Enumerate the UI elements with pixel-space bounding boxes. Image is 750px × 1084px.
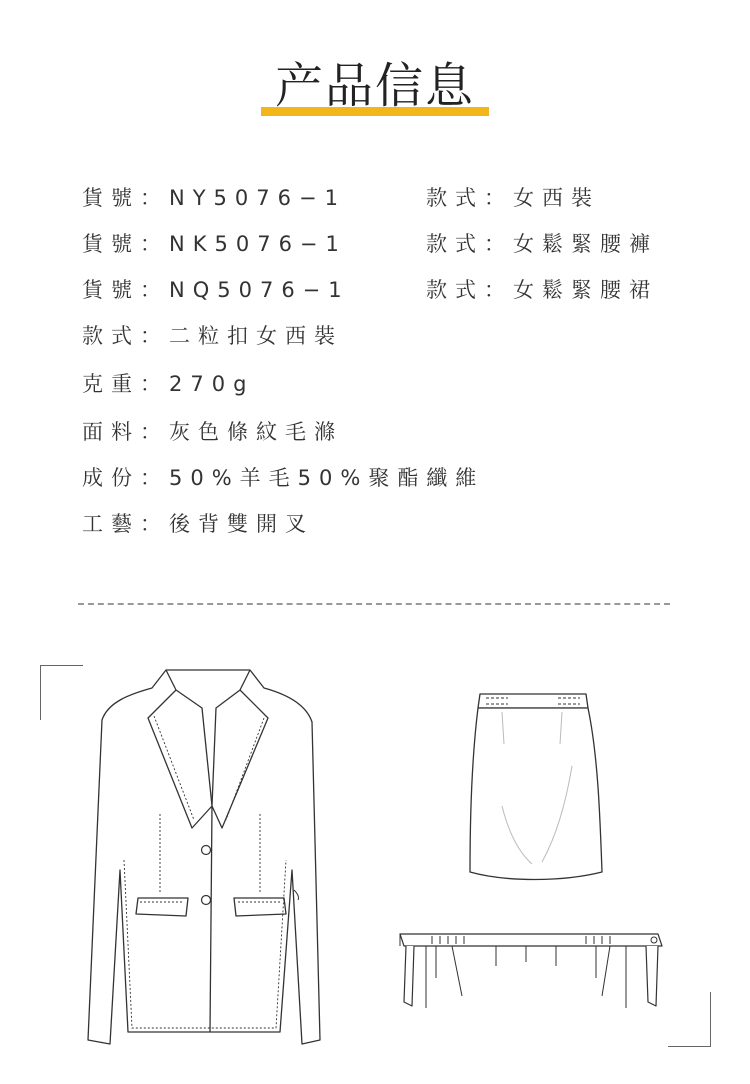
spec-value: 灰色條紋毛滌 [169,420,343,444]
spec-value: 女西裝 [513,186,600,210]
spec-row-style-3 [426,274,658,306]
waistband-sketch [396,926,676,1022]
spec-value: 女鬆緊腰裙 [513,278,658,302]
spec-row-sku-3 [82,274,350,306]
spec-row-composition [82,462,484,494]
spec-label: 款式： [426,186,513,210]
spec-label: 貨號： [82,186,169,210]
spec-value: 50%羊毛50%聚酯纖維 [169,466,485,490]
spec-label: 工藝： [82,512,169,536]
page-title [269,58,481,114]
title-block [0,58,750,114]
spec-label: 款式： [426,232,513,256]
spec-row-fabric [82,416,343,448]
spec-label: 面料： [82,420,169,444]
spec-value: NQ5076−1 [169,278,350,302]
spec-label: 貨號： [82,278,169,302]
spec-row-sku-1 [82,182,346,214]
spec-value: 女鬆緊腰褲 [513,232,658,256]
spec-row-sku-2 [82,228,347,260]
spec-row-style [82,320,343,352]
spec-label: 成份： [82,466,169,490]
spec-value: NY5076−1 [169,186,346,210]
blazer-sketch [80,660,340,1050]
corner-bracket-top-left [40,665,83,720]
spec-row-weight [82,368,254,400]
page-title-text: 产品信息 [274,58,475,114]
skirt-sketch [462,686,612,886]
spec-row-craft [82,508,314,540]
spec-label: 貨號： [82,232,169,256]
dashed-divider [78,603,670,605]
spec-row-style-1 [426,182,600,214]
spec-row-style-2 [426,228,658,260]
spec-label: 款式： [82,324,169,348]
spec-label: 克重： [82,372,169,396]
spec-value: 270g [169,372,255,396]
spec-value: 後背雙開叉 [169,512,314,536]
spec-label: 款式： [426,278,513,302]
spec-value: NK5076−1 [169,232,347,256]
spec-value: 二粒扣女西裝 [169,324,343,348]
